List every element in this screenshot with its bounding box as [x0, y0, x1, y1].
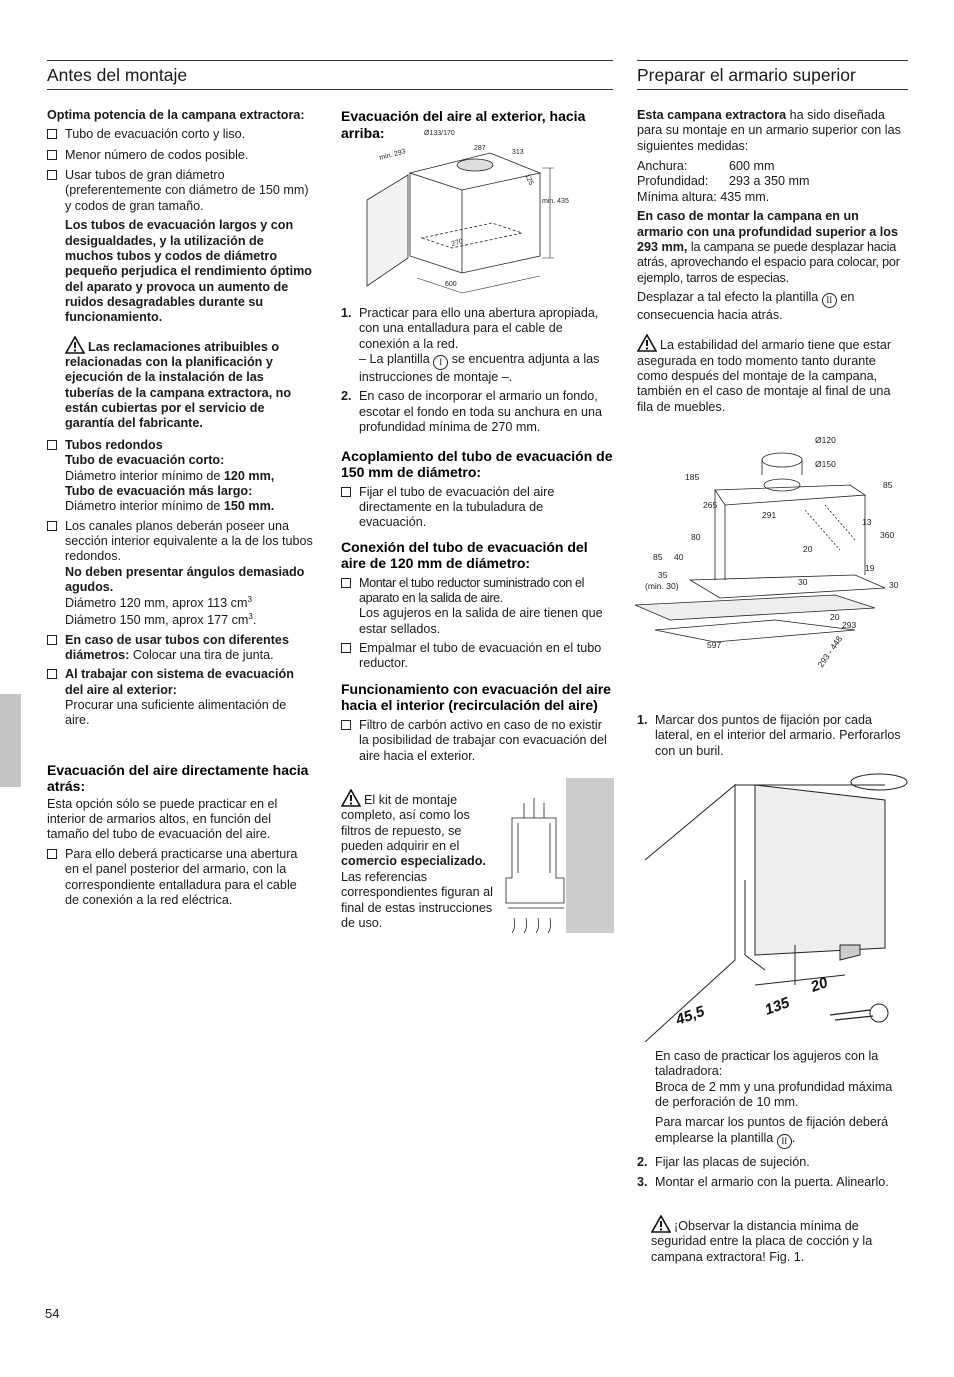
- diametro-150: Diámetro 150 mm, aprox 177 cm: [65, 613, 249, 628]
- fig2-label: 265: [703, 500, 718, 510]
- acopl-title: Acoplamiento del tubo de evacuación de 150 mm de diámetro:: [341, 447, 613, 481]
- cabinet-top-figure: [362, 128, 572, 294]
- caso-bold: En caso de montar la campana en un armario con una profundidad superior a los 293 mm,: [637, 209, 899, 254]
- list-item: Menor número de codos posible.: [65, 147, 249, 162]
- fig2-label: 293 - 448: [815, 633, 845, 670]
- template-ii-icon: II: [822, 293, 837, 308]
- list-item: Usar tubos de gran diámetro (preferentemente con diámetro de 150 mm) y codos de gran tamaño.: [65, 168, 309, 213]
- list-item: Tubo de evacuación corto y liso.: [65, 127, 246, 142]
- diam-min-1: Diámetro interior mínimo de: [65, 468, 221, 483]
- caso-paragraph: [637, 209, 908, 286]
- page-number: 54: [45, 1306, 60, 1321]
- warning-icon: [341, 789, 361, 807]
- fig1-label: 287: [474, 145, 486, 152]
- step-2-text: En caso de incorporar el armario un fondo, escotar el fondo en toda su anchura en una profundidad mínima de 270 mm.: [359, 389, 602, 435]
- optima-list: [47, 127, 314, 214]
- recirc-list: [341, 718, 613, 764]
- recirculation-figure: [494, 778, 614, 933]
- warning-icon: [651, 1215, 671, 1233]
- atras-text: Esta opción sólo se puede practicar en el interior de armarios altos, en función del tamaño del tubo de evacuación del aire.: [47, 796, 278, 842]
- list-item: Para ello deberá practicarse una abertura en el panel posterior del armario, con la correspondiente entalladura para el cable de conexión a la red eléctrica.: [65, 846, 298, 907]
- superscript: 3: [247, 595, 252, 605]
- distintos-text: Colocar una tira de junta.: [132, 647, 274, 662]
- dim-row: Profundidad: 293 a 350 mm: [637, 174, 810, 189]
- broca-text: Broca de 2 mm y una profundidad máxima de perforación de 10 mm.: [655, 1079, 893, 1110]
- recirc-title: Funcionamiento con evacuación del aire hacia el interior (recirculación del aire): [341, 680, 611, 714]
- intro-paragraph: [637, 108, 908, 154]
- fig1-label: 313: [512, 149, 524, 156]
- observe-note: ¡Observar la distancia mínima de seguridad entre la placa de cocción y la campana extractora! Fig. 1.: [651, 1215, 908, 1265]
- tubo-corto: Tubo de evacuación corto:: [65, 453, 225, 468]
- column-2-steps: [341, 306, 613, 764]
- col3-steps: [637, 1155, 908, 1191]
- value-150: 150 mm.: [223, 499, 275, 514]
- bold-paragraph: Los tubos de evacuación largos y con desigualdades, y la utilización de muchos tubos y codos de diámetro pequeño perjudica el rendimiento óptimo del aparato y provoca un aumento de ruidos desagradables durante su funcionamiento.: [65, 218, 312, 325]
- step-1b: – La plantilla: [359, 352, 430, 367]
- fig3-label: 135: [762, 994, 792, 1019]
- fig1-label: 125: [523, 172, 535, 187]
- mounting-figure: [645, 770, 908, 1042]
- conex-title: Conexión del tubo de evacuación del aire de 120 mm de diámetro:: [341, 538, 588, 572]
- dim-row: Anchura: 600 mm: [637, 159, 775, 174]
- thumb-tab: [0, 694, 21, 787]
- step-1-text: Marcar dos puntos de fijación por cada lateral, en el interior del armario. Perforarlos con un buril.: [655, 713, 901, 758]
- steps-list: 2. Fijar las placas de sujeción. 3. Montar el armario con la puerta. Alinearlo.: [637, 1155, 889, 1190]
- column-1: [47, 108, 314, 908]
- conex-list: [341, 576, 613, 672]
- fig2-label: 85: [883, 480, 893, 490]
- step-2-text: Fijar las placas de sujeción.: [655, 1155, 810, 1169]
- fig2-label: 80: [691, 532, 701, 542]
- desplazar-paragraph: Desplazar a tal efecto la plantilla II en consecuencia hacia atrás.: [637, 289, 855, 322]
- step-1-text: Practicar para ello una abertura apropiada, con una entalladura para el cable de conexión a la red.: [359, 306, 599, 351]
- fig2-label: 20: [830, 612, 840, 622]
- fig1-label: min. 293: [378, 148, 407, 162]
- fig2-label: Ø150: [815, 459, 836, 469]
- hood-dimensions-figure: [625, 430, 910, 675]
- list-item: Fijar el tubo de evacuación del aire directamente en la tubuladura de evacuación.: [359, 484, 555, 530]
- fig1-label: 270: [450, 238, 464, 248]
- list-item: Los agujeros en la salida de aire tienen que estar sellados.: [359, 606, 603, 636]
- marcar-text: Para marcar los puntos de fijación deberá emplearse la plantilla II .: [655, 1115, 908, 1148]
- column-3: [637, 108, 908, 415]
- list-item: Filtro de carbón activo en caso de no existir la posibilidad de trabajar con evacuación del aire hacia el exterior.: [359, 717, 607, 763]
- atras-list: [47, 847, 314, 908]
- kit-bold: comercio especializado.: [341, 854, 486, 869]
- step-3-text: Montar el armario con la puerta. Alinearlo.: [655, 1175, 889, 1190]
- template-ii-icon: II: [777, 1134, 792, 1149]
- intro-bold: Esta campana extractora: [637, 108, 787, 122]
- warning-paragraph: Las reclamaciones atribuibles o relacionadas con la planificación y ejecución de la instalación de las tuberías de la campana extractora, no están cubiertas por el servicio de garantía del fabricante.: [47, 336, 314, 432]
- fig2-label: 85: [653, 552, 663, 562]
- tubos-redondos: Tubos redondos: [65, 437, 163, 452]
- exterior-text: Procurar una suficiente alimentación de aire.: [65, 697, 287, 728]
- fig2-label: 360: [880, 530, 895, 540]
- col3-drill-notes: [655, 1049, 908, 1149]
- warning-icon: [65, 336, 85, 354]
- fig1-label: 600: [445, 281, 457, 288]
- section-header-antes: Antes del montaje: [47, 60, 613, 90]
- arriba-title: Evacuación del aire al exterior, hacia arriba:: [341, 108, 586, 141]
- taladro-text: En caso de practicar los agujeros con la taladradora:: [655, 1049, 879, 1079]
- fig2-label: 40: [674, 552, 684, 562]
- distintos-bold: En caso de usar tubos con diferentes diámetros:: [65, 632, 289, 662]
- fig2-label: (min. 30): [645, 581, 679, 591]
- atras-title: Evacuación del aire directamente hacia atrás:: [47, 761, 309, 795]
- fig3-label: 20: [808, 974, 831, 996]
- canales-text: Los canales planos deberán poseer una sección interior equivalente a la de los tubos redondos.: [65, 518, 313, 564]
- estabilidad-paragraph: La estabilidad del armario tiene que estar asegurada en todo momento tanto durante como después del montaje de la campana, también en el caso de montaje al final de una fila de muebles.: [637, 334, 908, 415]
- section-header-preparar: Preparar el armario superior: [637, 60, 908, 90]
- fig1-label: Ø133/170: [424, 130, 455, 137]
- step1-list: 1. Marcar dos puntos de fijación por cada lateral, en el interior del armario. Perforarlos con un buril.: [637, 713, 901, 758]
- fig2-label: Ø120: [815, 435, 836, 445]
- fig2-label: 35: [658, 570, 668, 580]
- fig2-label: 30: [798, 577, 808, 587]
- kit-note: El kit de montaje completo, así como los filtros de repuesto, se pueden adquirir en el comercio especializado. Las referencias correspondientes figuran al final de estas instrucciones de uso.: [341, 789, 503, 931]
- fig1-label: min. 435: [542, 198, 569, 205]
- superscript: 3: [248, 611, 253, 621]
- fig2-label: 293: [842, 620, 857, 630]
- fig2-label: 291: [762, 510, 777, 520]
- template-i-icon: I: [433, 355, 448, 370]
- fig2-label: 19: [865, 563, 875, 573]
- steps-list: 1. Practicar para ello una abertura apropiada, con una entalladura para el cable de conexión a la red. – La plantilla I se encuentra adjunta a las instrucciones de montaje –. 2. En caso de incorporar el armario un fondo, escotar el fondo en toda su anchura en una profundidad mínima de 270 mm.: [341, 306, 602, 435]
- fig2-label: 30: [889, 580, 899, 590]
- optima-title: Optima potencia de la campana extractora:: [47, 108, 305, 122]
- col3-step1: [637, 713, 908, 759]
- warning-icon: [637, 334, 657, 352]
- intro-text: ha sido diseñada para su montaje en un armario superior con las siguientes medidas:: [637, 108, 901, 153]
- value-120: 120 mm,: [223, 468, 275, 483]
- min-height: Mínima altura: 435 mm.: [637, 189, 770, 204]
- acopl-list: [341, 485, 613, 531]
- list-item: Empalmar el tubo de evacuación en el tubo reductor.: [359, 641, 602, 671]
- fig2-label: 20: [803, 544, 813, 554]
- list-item: Montar el tubo reductor suministrado con el aparato en la salida de aire.: [359, 575, 585, 606]
- fig2-label: 185: [685, 472, 700, 482]
- dims-list: [637, 159, 908, 205]
- fig2-label: 597: [707, 640, 722, 650]
- diametro-120: Diámetro 120 mm, aprox 113 cm: [65, 596, 248, 611]
- fig3-label: 45,5: [673, 1002, 707, 1029]
- exterior-bold: Al trabajar con sistema de evacuación del aire al exterior:: [65, 667, 294, 697]
- diam-min-2: Diámetro interior mínimo de: [65, 499, 221, 514]
- fig2-label: 13: [862, 517, 872, 527]
- tubos-list: Tubos redondos Tubo de evacuación corto: Diámetro interior mínimo de 120 mm, Tubo de evacuación más largo: Diámetro interior mínimo de 150 mm. Los canales planos deberán poseer una sección interior equivalente a la de los tubos redondos. No deben presentar ángulos demasiado agudos. Diámetro 120 mm, aprox 113 $cm^3$ Diámetro 150 mm, aprox 177 $cm^3$. En caso de usar tubos con diferentes diámetros: Colocar una tira de junta. Al trabajar con sistema de evacuación del aire al exterior: Procurar una suficiente alimentación de aire.: [47, 438, 314, 729]
- step-1c: se encuentra adjunta a las instrucciones de montaje –.: [359, 352, 600, 385]
- tubo-largo: Tubo de evacuación más largo:: [65, 483, 253, 498]
- caso-text: la campana se puede desplazar hacia atrás, aprovechando el espacio para colocar, por ejemplo, tarros de especias.: [637, 239, 900, 285]
- angulos-text: No deben presentar ángulos demasiado agudos.: [65, 564, 305, 595]
